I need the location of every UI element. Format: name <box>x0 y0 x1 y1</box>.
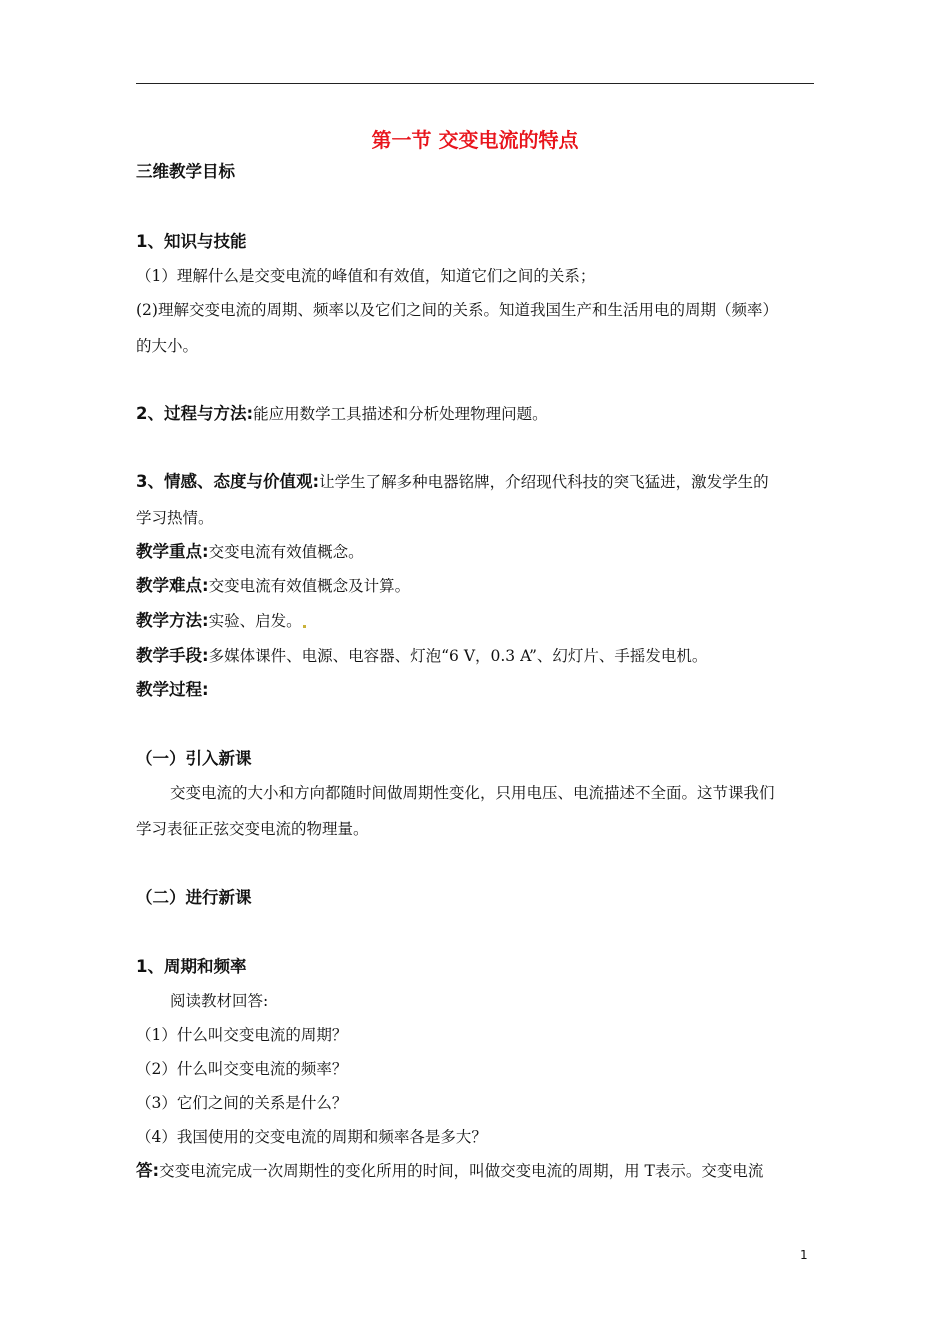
page-number: 1 <box>800 1248 808 1262</box>
process-method-label: 2、过程与方法: <box>136 404 254 423</box>
knowledge-item-1: （1）理解什么是交变电流的峰值和有效值，知道它们之间的关系； <box>136 267 596 285</box>
section-knowledge-heading: 1、知识与技能 <box>136 232 247 251</box>
sub1-intro: 阅读教材回答: <box>170 992 269 1010</box>
means-text: 多媒体课件、电源、电容器、灯泡“6 V，0.3 A”、幻灯片、手摇发电机。 <box>208 647 708 665</box>
question-4: （4）我国使用的交变电流的周期和频率各是多大？ <box>136 1128 487 1146</box>
question-2: （2）什么叫交变电流的频率？ <box>136 1060 348 1078</box>
knowledge-item-2-line1: (2)理解交变电流的周期、频率以及它们之间的关系。知道我国生产和生活用电的周期（频率） <box>136 301 778 319</box>
attitude-text: 让学生了解多种电器铭牌，介绍现代科技的突飞猛进，激发学生的 <box>319 473 769 491</box>
teaching-process-label: 教学过程: <box>136 680 209 699</box>
section-attitude <box>136 471 816 493</box>
stray-mark <box>303 625 306 628</box>
goals-heading: 三维教学目标 <box>136 162 235 181</box>
part1-text-line2: 学习表征正弦交变电流的物理量。 <box>136 820 369 838</box>
method-label: 教学方法: <box>136 611 209 630</box>
teaching-difficulty <box>136 575 816 597</box>
teaching-means <box>136 645 816 667</box>
answer-label: 答: <box>136 1161 160 1180</box>
teaching-method <box>136 610 816 632</box>
answer-text: 交变电流完成一次周期性的变化所用的时间，叫做交变电流的周期，用 T表示。交变电流 <box>159 1162 764 1180</box>
answer-line <box>136 1160 816 1182</box>
part1-heading: （一）引入新课 <box>136 749 252 768</box>
method-text: 实验、启发。 <box>208 612 302 630</box>
key-label: 教学重点: <box>136 542 209 561</box>
teaching-key-point <box>136 541 816 563</box>
attitude-text-cont: 学习热情。 <box>136 509 214 527</box>
sub1-heading: 1、周期和频率 <box>136 957 247 976</box>
attitude-label: 3、情感、态度与价值观: <box>136 472 320 491</box>
process-method-text: 能应用数学工具描述和分析处理物理问题。 <box>253 405 548 423</box>
part2-heading: （二）进行新课 <box>136 888 252 907</box>
question-1: （1）什么叫交变电流的周期？ <box>136 1026 348 1044</box>
difficulty-label: 教学难点: <box>136 576 209 595</box>
means-label: 教学手段: <box>136 646 209 665</box>
key-text: 交变电流有效值概念。 <box>208 543 364 561</box>
page-title: 第一节 交变电流的特点 <box>371 128 579 152</box>
knowledge-item-2-line2: 的大小。 <box>136 337 199 355</box>
section-process-method <box>136 403 816 425</box>
header-rule <box>136 83 814 84</box>
part1-text-line1: 交变电流的大小和方向都随时间做周期性变化，只用电压、电流描述不全面。这节课我们 <box>170 784 775 802</box>
difficulty-text: 交变电流有效值概念及计算。 <box>208 577 411 595</box>
question-3: （3）它们之间的关系是什么？ <box>136 1094 348 1112</box>
